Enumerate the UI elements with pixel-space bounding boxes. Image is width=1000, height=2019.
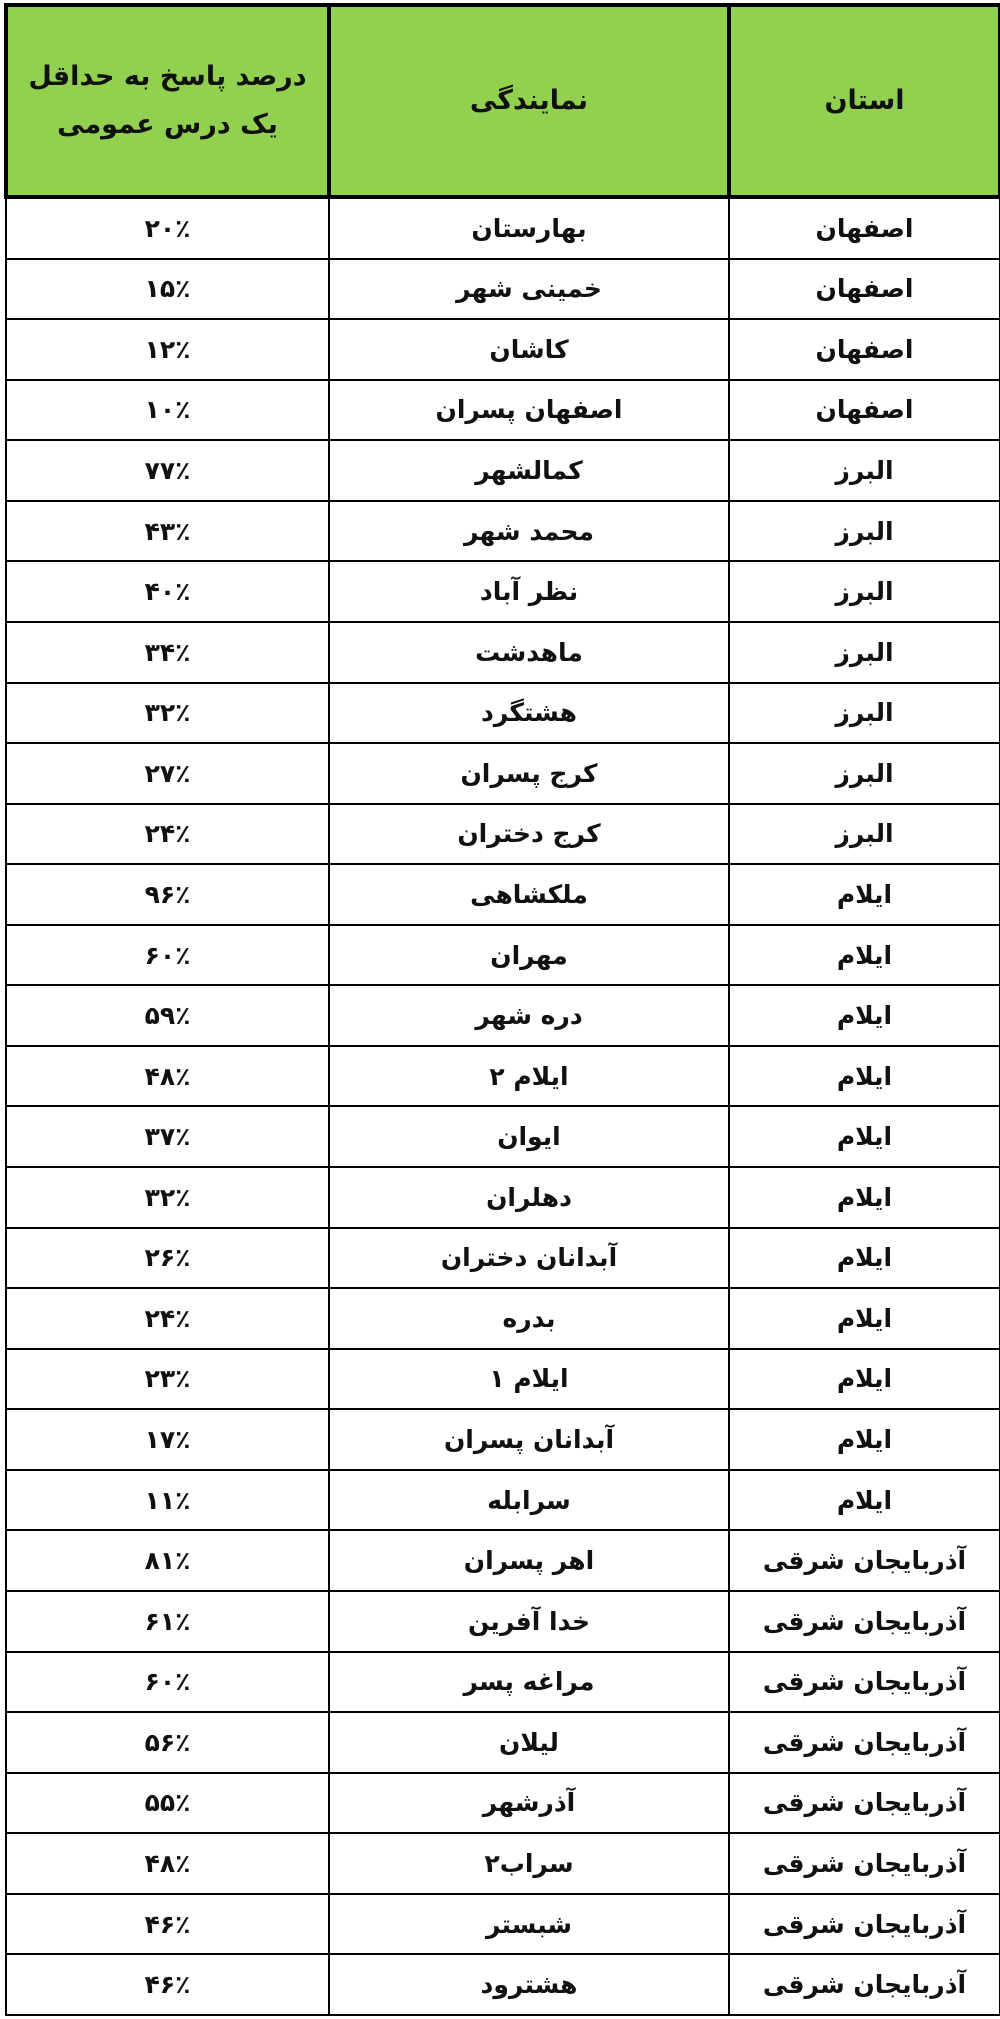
- table-row: [6, 1046, 1000, 1107]
- percent-cell: ۶۰٪: [6, 925, 329, 986]
- office-cell: لیلان: [329, 1712, 729, 1773]
- percent-cell: ۴۸٪: [6, 1046, 329, 1107]
- table-row: [6, 622, 1000, 683]
- office-cell: ماهدشت: [329, 622, 729, 683]
- province-cell: ایلام: [729, 864, 1000, 925]
- office-cell: مهران: [329, 925, 729, 986]
- percent-cell: ۱۵٪: [6, 259, 329, 320]
- province-cell: ایلام: [729, 1349, 1000, 1410]
- table-row: [6, 743, 1000, 804]
- table-row: [6, 319, 1000, 380]
- province-cell: اصفهان: [729, 380, 1000, 441]
- percent-cell: ۵۶٪: [6, 1712, 329, 1773]
- province-cell: البرز: [729, 561, 1000, 622]
- header-office: نمایندگی: [329, 5, 729, 197]
- table-body: [6, 197, 1000, 2015]
- office-cell: ایوان: [329, 1106, 729, 1167]
- results-table: [4, 3, 1000, 2016]
- office-cell: کرج دختران: [329, 804, 729, 865]
- province-cell: البرز: [729, 683, 1000, 744]
- percent-cell: ۳۲٪: [6, 683, 329, 744]
- province-cell: البرز: [729, 743, 1000, 804]
- province-cell: آذربایجان شرقی: [729, 1591, 1000, 1652]
- table-row: [6, 683, 1000, 744]
- office-cell: شبستر: [329, 1894, 729, 1955]
- table-row: [6, 1409, 1000, 1470]
- percent-cell: ۱۷٪: [6, 1409, 329, 1470]
- percent-cell: ۳۴٪: [6, 622, 329, 683]
- office-cell: دهلران: [329, 1167, 729, 1228]
- province-cell: آذربایجان شرقی: [729, 1894, 1000, 1955]
- percent-cell: ۳۷٪: [6, 1106, 329, 1167]
- province-cell: ایلام: [729, 1470, 1000, 1531]
- percent-cell: ۴۸٪: [6, 1833, 329, 1894]
- table-row: [6, 1167, 1000, 1228]
- province-cell: ایلام: [729, 1106, 1000, 1167]
- province-cell: البرز: [729, 440, 1000, 501]
- table-row: [6, 1894, 1000, 1955]
- office-cell: کاشان: [329, 319, 729, 380]
- office-cell: آبدانان دختران: [329, 1228, 729, 1289]
- province-cell: ایلام: [729, 1288, 1000, 1349]
- office-cell: کمالشهر: [329, 440, 729, 501]
- office-cell: سراب۲: [329, 1833, 729, 1894]
- header-province: استان: [729, 5, 1000, 197]
- table-row: [6, 197, 1000, 259]
- percent-cell: ۴۰٪: [6, 561, 329, 622]
- table-row: [6, 1954, 1000, 2015]
- province-cell: البرز: [729, 622, 1000, 683]
- office-cell: خمینی شهر: [329, 259, 729, 320]
- percent-cell: ۳۲٪: [6, 1167, 329, 1228]
- province-cell: ایلام: [729, 1228, 1000, 1289]
- province-cell: آذربایجان شرقی: [729, 1652, 1000, 1713]
- percent-cell: ۲۴٪: [6, 1288, 329, 1349]
- office-cell: محمد شهر: [329, 501, 729, 562]
- table-row: [6, 804, 1000, 865]
- office-cell: دره شهر: [329, 985, 729, 1046]
- table-row: [6, 259, 1000, 320]
- table-row: [6, 561, 1000, 622]
- percent-cell: ۸۱٪: [6, 1530, 329, 1591]
- province-cell: آذربایجان شرقی: [729, 1712, 1000, 1773]
- table-row: [6, 1530, 1000, 1591]
- percent-cell: ۹۶٪: [6, 864, 329, 925]
- province-cell: ایلام: [729, 985, 1000, 1046]
- province-cell: ایلام: [729, 1046, 1000, 1107]
- header-percent: درصد پاسخ به حداقل یک درس عمومی: [6, 5, 329, 197]
- office-cell: اصفهان پسران: [329, 380, 729, 441]
- office-cell: مراغه پسر: [329, 1652, 729, 1713]
- percent-cell: ۴۶٪: [6, 1954, 329, 2015]
- percent-cell: ۲۰٪: [6, 197, 329, 259]
- percent-cell: ۲۳٪: [6, 1349, 329, 1410]
- table-header: [6, 5, 1000, 197]
- office-cell: هشتگرد: [329, 683, 729, 744]
- percent-cell: ۲۷٪: [6, 743, 329, 804]
- percent-cell: ۴۳٪: [6, 501, 329, 562]
- office-cell: کرج پسران: [329, 743, 729, 804]
- table-row: [6, 925, 1000, 986]
- percent-cell: ۵۹٪: [6, 985, 329, 1046]
- table-row: [6, 1106, 1000, 1167]
- table-row: [6, 985, 1000, 1046]
- province-cell: آذربایجان شرقی: [729, 1954, 1000, 2015]
- percent-cell: ۷۷٪: [6, 440, 329, 501]
- percent-cell: ۶۱٪: [6, 1591, 329, 1652]
- table-row: [6, 1288, 1000, 1349]
- percent-cell: ۱۱٪: [6, 1470, 329, 1531]
- table-row: [6, 501, 1000, 562]
- office-cell: ایلام ۲: [329, 1046, 729, 1107]
- table-row: [6, 380, 1000, 441]
- province-cell: ایلام: [729, 925, 1000, 986]
- table-row: [6, 1773, 1000, 1834]
- table-row: [6, 864, 1000, 925]
- table-row: [6, 1712, 1000, 1773]
- province-cell: البرز: [729, 501, 1000, 562]
- table-row: [6, 440, 1000, 501]
- province-cell: آذربایجان شرقی: [729, 1773, 1000, 1834]
- province-cell: البرز: [729, 804, 1000, 865]
- office-cell: آذرشهر: [329, 1773, 729, 1834]
- percent-cell: ۱۲٪: [6, 319, 329, 380]
- table-row: [6, 1833, 1000, 1894]
- province-cell: ایلام: [729, 1167, 1000, 1228]
- office-cell: خدا آفرین: [329, 1591, 729, 1652]
- province-cell: آذربایجان شرقی: [729, 1530, 1000, 1591]
- office-cell: بدره: [329, 1288, 729, 1349]
- percent-cell: ۱۰٪: [6, 380, 329, 441]
- table-row: [6, 1470, 1000, 1531]
- office-cell: نظر آباد: [329, 561, 729, 622]
- percent-cell: ۶۰٪: [6, 1652, 329, 1713]
- office-cell: اهر پسران: [329, 1530, 729, 1591]
- header-row: [6, 5, 1000, 197]
- table-row: [6, 1591, 1000, 1652]
- office-cell: بهارستان: [329, 197, 729, 259]
- province-cell: اصفهان: [729, 319, 1000, 380]
- office-cell: ملکشاهی: [329, 864, 729, 925]
- office-cell: آبدانان پسران: [329, 1409, 729, 1470]
- province-cell: آذربایجان شرقی: [729, 1833, 1000, 1894]
- table-row: [6, 1652, 1000, 1713]
- province-cell: اصفهان: [729, 197, 1000, 259]
- province-cell: اصفهان: [729, 259, 1000, 320]
- table-row: [6, 1228, 1000, 1289]
- percent-cell: ۵۵٪: [6, 1773, 329, 1834]
- percent-cell: ۲۴٪: [6, 804, 329, 865]
- province-cell: ایلام: [729, 1409, 1000, 1470]
- table-row: [6, 1349, 1000, 1410]
- percent-cell: ۲۶٪: [6, 1228, 329, 1289]
- office-cell: هشترود: [329, 1954, 729, 2015]
- percent-cell: ۴۶٪: [6, 1894, 329, 1955]
- office-cell: ایلام ۱: [329, 1349, 729, 1410]
- office-cell: سرابله: [329, 1470, 729, 1531]
